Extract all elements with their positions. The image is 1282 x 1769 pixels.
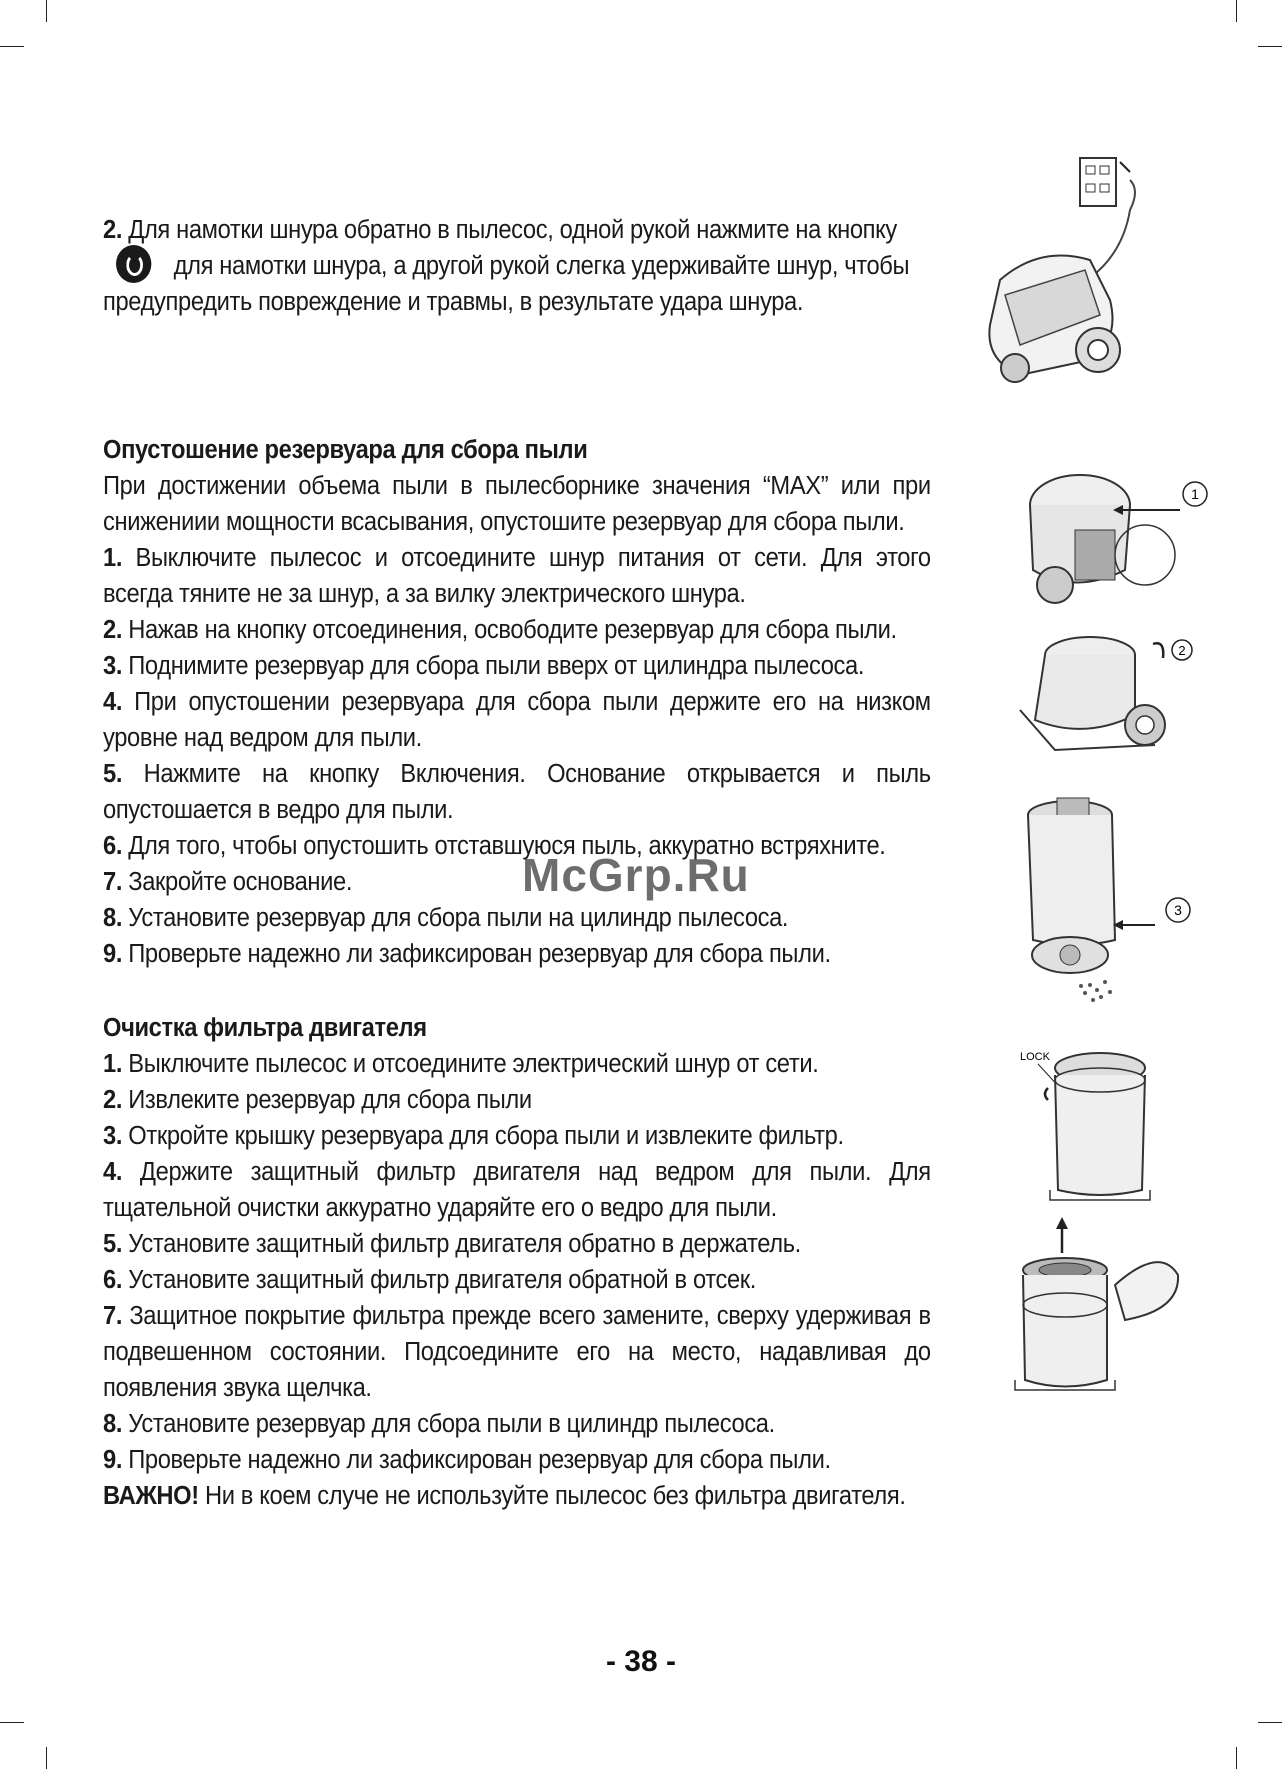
step-text: Поднимите резервуар для сбора пыли вверх от цилиндра пылесоса.: [122, 652, 865, 680]
step-number: 1.: [103, 544, 123, 572]
crop-mark: [0, 46, 24, 47]
step-number: 6.: [103, 832, 123, 860]
warning-label: ВАЖНО!: [103, 1482, 199, 1510]
vacuum-unplug-illustration: [980, 150, 1160, 410]
step-text: При опустошении резервуара для сбора пыли держите его на низком уровне над ведром для пыли.: [103, 688, 931, 752]
cord-rewind-button-icon: [116, 245, 151, 283]
step-item: [103, 648, 931, 684]
step-text: Установите резервуар для сбора пыли в цилиндр пылесоса.: [122, 1410, 775, 1438]
step-text: Нажав на кнопку отсоединения, освободите резервуар для сбора пыли.: [122, 616, 897, 644]
watermark: McGrp.Ru: [522, 849, 750, 901]
step-item: [103, 1154, 931, 1226]
crop-mark: [1258, 1722, 1282, 1723]
release-button-illustration: [1015, 460, 1215, 610]
step-text: Установите резервуар для сбора пыли на цилиндр пылесоса.: [122, 904, 789, 932]
intro-line-3: предупредить повреждение и травмы, в результате удара шнура.: [103, 288, 804, 316]
step-item: [103, 828, 931, 864]
step-text: Проверьте надежно ли зафиксирован резервуар для сбора пыли.: [122, 940, 831, 968]
step-number: 9.: [103, 1446, 123, 1474]
crop-mark: [1258, 46, 1282, 47]
lift-container-illustration: [1015, 630, 1215, 760]
intro-text: для намотки шнура, а другой рукой слегка удерживайте шнур, чтобы: [173, 252, 910, 280]
warning-note: [103, 1478, 931, 1514]
callout-2: 2: [1178, 643, 1186, 658]
step-number: 7.: [103, 868, 123, 896]
intro-line-2: [103, 248, 931, 284]
step-text: Извлеките резервуар для сбора пыли: [122, 1086, 532, 1114]
step-text: Откройте крышку резервуара для сбора пыли и извлеките фильтр.: [122, 1122, 844, 1150]
step-item: [103, 1406, 931, 1442]
callout-1: 1: [1191, 486, 1199, 502]
step-number: 3.: [103, 652, 123, 680]
step-item: [103, 684, 931, 756]
empty-dust-illustration: [1015, 790, 1215, 1010]
step-text: Установите защитный фильтр двигателя обратной в отсек.: [122, 1266, 757, 1294]
step-number: 2.: [103, 1086, 123, 1114]
step-item: [103, 612, 931, 648]
step-item: [103, 1442, 931, 1478]
step-item: [103, 1298, 931, 1406]
step-number: 2.: [103, 616, 123, 644]
manual-text: [103, 212, 931, 1514]
step-text: Установите защитный фильтр двигателя обратно в держатель.: [122, 1230, 801, 1258]
step-number: 7.: [103, 1302, 123, 1330]
step-number: 1.: [103, 1050, 123, 1078]
step-item: [103, 756, 931, 828]
step-item: [103, 1118, 931, 1154]
step-item: [103, 864, 931, 900]
step-number: 2.: [103, 216, 123, 244]
step-item: [103, 1226, 931, 1262]
step-text: Для того, чтобы опустошить отставшуюся пыль, аккуратно встряхните.: [122, 832, 886, 860]
crop-mark: [0, 1722, 24, 1723]
step-text: Защитное покрытие фильтра прежде всего замените, сверху удерживая в подвешенном состоянии. Подсоедините его на место, надавливая до появления звука щелчка.: [103, 1302, 931, 1402]
warning-text: Ни в коем случе не используйте пылесос без фильтра двигателя.: [198, 1482, 906, 1510]
step-text: Закройте основание.: [122, 868, 353, 896]
step-number: 4.: [103, 688, 123, 716]
crop-mark: [1236, 0, 1237, 22]
page-number: - 38 -: [605, 1645, 677, 1678]
remove-filter-illustration: [1010, 1215, 1190, 1400]
step-text: Выключите пылесос и отсоедините шнур питания от сети. Для этого всегда тяните не за шнур, а за вилку электрического шнура.: [103, 544, 931, 608]
step-text: Выключите пылесос и отсоедините электрический шнур от сети.: [122, 1050, 819, 1078]
step-number: 8.: [103, 904, 123, 932]
intro-line-1: [103, 212, 931, 248]
section-intro: При достижении объема пыли в пылесборнике значения “MAX” или при снижениии мощности всасывания, опустошите резервуар для сбора пыли.: [103, 472, 931, 536]
step-number: 4.: [103, 1158, 123, 1186]
step-item: [103, 1046, 931, 1082]
lock-label: LOCK: [1020, 1051, 1050, 1063]
crop-mark: [46, 0, 47, 22]
step-text: Нажмите на кнопку Включения. Основание открывается и пыль опустошается в ведро для пыли.: [103, 760, 931, 824]
step-text: Проверьте надежно ли зафиксирован резервуар для сбора пыли.: [122, 1446, 831, 1474]
step-number: 5.: [103, 1230, 123, 1258]
intro-text: Для намотки шнура обратно в пылесос, одной рукой нажмите на кнопку: [128, 216, 897, 244]
step-item: [103, 936, 931, 972]
container-lock-illustration: [1010, 1040, 1170, 1210]
step-number: 3.: [103, 1122, 123, 1150]
crop-mark: [1236, 1747, 1237, 1769]
step-item: [103, 900, 931, 936]
step-text: Держите защитный фильтр двигателя над ведром для пыли. Для тщательной очистки аккуратно ударяйте его о ведро для пыли.: [103, 1158, 931, 1222]
step-item: [103, 1082, 931, 1118]
step-item: [103, 540, 931, 612]
step-number: 8.: [103, 1410, 123, 1438]
step-number: 5.: [103, 760, 123, 788]
step-number: 9.: [103, 940, 123, 968]
step-item: [103, 1262, 931, 1298]
crop-mark: [46, 1747, 47, 1769]
callout-3: 3: [1174, 902, 1182, 918]
step-number: 6.: [103, 1266, 123, 1294]
dust-container-steps: [103, 540, 931, 972]
motor-filter-steps: [103, 1046, 931, 1478]
section-heading-dust-container: Опустошение резервуара для сбора пыли: [103, 436, 588, 464]
section-heading-motor-filter: Очистка фильтра двигателя: [103, 1014, 427, 1042]
